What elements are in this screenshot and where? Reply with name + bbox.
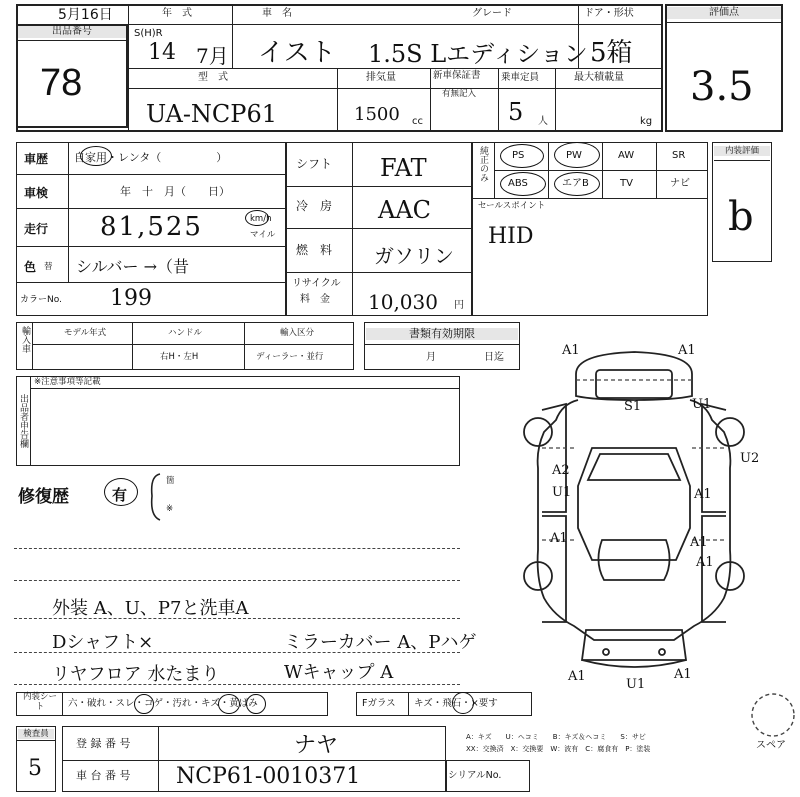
equip-tv: TV — [620, 178, 633, 189]
recycle-label-1: リサイクル — [292, 278, 341, 289]
mark-front-right: A1 — [678, 343, 696, 358]
interior-sheet-items: 六・破れ・スレ・コゲ・汚れ・キズ・黄ばみ — [68, 698, 258, 709]
mark-rear-center: U1 — [626, 677, 646, 692]
notes-box — [16, 376, 460, 466]
inspection-label: 車検 — [24, 186, 49, 200]
color-code-label: カラーNo. — [20, 295, 62, 305]
fuel-label: 燃 料 — [296, 243, 333, 257]
load-unit: kg — [640, 116, 653, 127]
recycle-label-2: 料 金 — [300, 294, 330, 305]
mileage-unit-mile: マイル — [250, 230, 276, 240]
month-value: 7月 — [196, 44, 229, 68]
mark-left-rear-door: A1 — [550, 531, 568, 546]
mark-right-rear-door: A1 — [690, 535, 708, 550]
equip-navi: ナビ — [670, 178, 690, 189]
equip-ps: PS — [512, 150, 525, 161]
handle-value: 右H・左H — [160, 352, 199, 362]
lot-label: 出品番号 — [18, 26, 126, 38]
model-name-label: 車 名 — [262, 8, 292, 19]
model-year-label: モデル年式 — [64, 328, 107, 338]
reg-label: 登 録 番 号 — [76, 737, 131, 750]
door-label: ドア・形状 — [584, 8, 634, 19]
equip-airbag: エアB — [562, 178, 589, 189]
warranty-sub: 有無記入 — [442, 89, 477, 99]
repair-sub-2: ※ — [166, 504, 174, 514]
inspector-value: 5 — [28, 756, 42, 781]
mark-rear-left: A1 — [568, 669, 586, 684]
car-diagram — [514, 340, 760, 692]
year-value: 14 — [148, 40, 176, 65]
color-value: シルバー →（昔 — [76, 257, 189, 276]
legend-1: A：キズ U：ヘコミ B：キズ＆ヘコミ S：サビ — [466, 733, 646, 741]
fuel-value: ガソリン — [374, 244, 454, 268]
interior-value: b — [728, 194, 754, 240]
equip-sr: SR — [672, 150, 686, 161]
import-type-label: 輸入区分 — [280, 328, 315, 338]
note-line-3: リヤフロア 水たまり — [52, 664, 220, 685]
mileage-unit-km: km/h — [250, 214, 272, 224]
equip-aw: AW — [618, 150, 635, 161]
mark-hood: S1 — [624, 399, 642, 414]
color-sub: 替 — [44, 262, 53, 272]
mileage-value: 81,525 — [100, 212, 203, 242]
equip-pw: PW — [566, 150, 582, 161]
type-value: UA-NCP61 — [146, 100, 277, 128]
capacity-value: 5 — [508, 98, 524, 126]
usage-value: 自家用・レンタ（ ） — [74, 151, 228, 164]
year-label: 年 式 — [162, 8, 192, 19]
score-value: 3.5 — [690, 64, 754, 110]
color-label: 色 — [24, 260, 37, 274]
glass-label: Fガラス — [362, 698, 396, 709]
cc-label: 排気量 — [366, 72, 396, 83]
grade-value: 1.5S Lエディション — [368, 40, 588, 68]
warranty-label: 新車保証書 — [433, 70, 481, 81]
reg-value: ナヤ — [294, 733, 339, 758]
sales-point-label: セールスポイント — [478, 201, 546, 211]
mark-left-front-door-2: U1 — [552, 485, 572, 500]
equip-abs: ABS — [508, 178, 528, 189]
sheet-date: 5月16日 — [58, 7, 113, 23]
mileage-label: 走行 — [24, 222, 49, 236]
repair-bracket — [146, 472, 166, 522]
docs-month: 月 — [426, 352, 436, 363]
lot-number: 78 — [40, 62, 83, 104]
shift-value: FAT — [380, 154, 427, 182]
equip-side-label: 純正のみ — [478, 146, 488, 182]
mark-right-door-u2: U2 — [740, 451, 760, 466]
mark-left-front-door: A2 — [552, 463, 570, 478]
mark-right-front-fender: U1 — [692, 397, 712, 412]
spare-label: スペア — [756, 740, 786, 751]
legend-2: XX：交換済 X：交換要 W：波有 C：腐食有 P：塗装 — [466, 745, 651, 753]
spare-tire-icon — [748, 690, 798, 740]
inspector-label: 検査員 — [18, 729, 54, 739]
docs-until: 日迄 — [484, 352, 504, 363]
shift-label: シフト — [296, 157, 333, 171]
score-label: 評価点 — [667, 7, 781, 19]
mark-rear-right: A1 — [674, 667, 692, 682]
cc-value: 1500 — [354, 104, 400, 125]
mark-right-rear-fender: A1 — [696, 555, 714, 570]
repair-label: 修復歴 — [18, 487, 69, 507]
docs-label: 書類有効期限 — [366, 328, 518, 340]
era-label: S(H)R — [134, 28, 163, 39]
note-line-1: 外装 A、U、P7と洗車A — [52, 598, 249, 619]
mark-front-left: A1 — [562, 343, 580, 358]
door-value: 5箱 — [590, 38, 633, 68]
ac-label: 冷 房 — [296, 199, 333, 213]
import-side-label: 輸入車 — [20, 326, 30, 353]
grade-label: グレード — [472, 8, 512, 19]
usage-label: 車歴 — [24, 152, 49, 166]
chassis-label: 車 台 番 号 — [76, 769, 131, 782]
interior-sheet-label: 内装シート — [22, 692, 57, 712]
sales-point-value: HID — [488, 224, 534, 249]
chassis-value: NCP61-0010371 — [176, 764, 361, 789]
note-line-2b: ミラーカバー A、Pハゲ — [284, 632, 477, 653]
serial-label: シリアルNo. — [448, 770, 502, 781]
inspection-value: 年 十 月（ 日） — [120, 185, 230, 198]
model-name-value: イスト — [258, 38, 336, 68]
glass-items: キズ・飛石・×要す — [414, 698, 498, 709]
capacity-unit: 人 — [538, 116, 548, 127]
load-label: 最大積載量 — [574, 72, 624, 83]
cc-unit: cc — [412, 116, 423, 127]
ac-value: AAC — [378, 196, 432, 224]
mark-right-front-door: A1 — [694, 487, 712, 502]
recycle-unit: 円 — [454, 300, 464, 311]
handle-label: ハンドル — [168, 328, 203, 338]
type-label: 型 式 — [198, 72, 228, 83]
color-code-value: 199 — [110, 286, 152, 311]
import-type-value: ディーラー・並行 — [256, 352, 324, 362]
recycle-value: 10,030 — [368, 290, 438, 314]
notes-label: ※注意事項等記載 — [34, 377, 101, 387]
note-line-2: Dシャフト× — [52, 632, 154, 653]
notes-side-label: 出品者申告欄 — [18, 394, 28, 448]
repair-value: 有 — [112, 486, 128, 504]
capacity-label: 乗車定員 — [501, 72, 540, 83]
repair-sub-1: 箇 — [166, 476, 175, 486]
interior-label: 内装評価 — [714, 146, 770, 156]
note-line-3b: Wキャップ A — [284, 662, 394, 683]
